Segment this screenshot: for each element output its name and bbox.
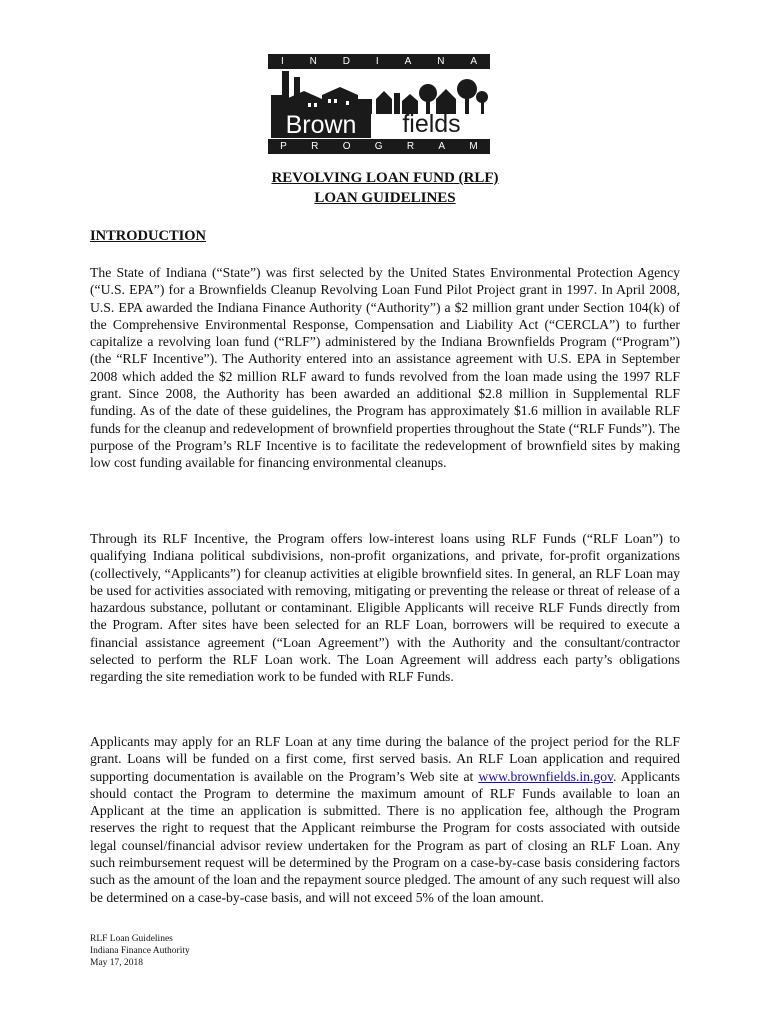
logo-letter: D — [342, 56, 351, 67]
logo-letter: I — [280, 56, 284, 67]
intro-paragraph-2: Through its RLF Incentive, the Program offers low-interest loans using RLF Funds (“RLF Loan”) to qualifying Indiana political subdivisions, non-profit organizations, and private, for-profit organizations (collectively, “Applicants”) for cleanup activities at eligible brownfield sites. In general, an RLF Loan may be used for activities associated with removing, mitigating or preventing the release or threat of release of a hazardous substance, pollutant or contaminant. Eligible Applicants will receive RLF Funds directly from the Program. After sites have been selected for an RLF Loan, borrowers will be required to execute a financial assistance agreement (“Loan Agreement”) with the Authority and the consultant/contractor selected to perform the RLF Loan work. The Loan Agreement will address each party’s obligations regarding the site remediation work to be funded with RLF Funds. — [90, 531, 680, 685]
footer-organization: Indiana Finance Authority — [90, 946, 190, 956]
logo-bottom-band — [268, 139, 490, 154]
document-title-line-1: REVOLVING LOAN FUND (RLF) — [271, 170, 499, 186]
logo-word-brown: Brown — [271, 112, 371, 138]
indiana-brownfields-logo — [268, 54, 490, 154]
logo-letter: P — [280, 141, 287, 152]
logo-letter: M — [469, 141, 478, 152]
footer-date: May 17, 2018 — [90, 958, 144, 968]
logo-letter: R — [406, 141, 415, 152]
logo-letter: O — [342, 141, 351, 152]
logo-letter: N — [309, 56, 317, 67]
page-footer — [90, 933, 190, 969]
brownfields-website-link[interactable]: www.brownfields.in.gov — [478, 768, 614, 784]
logo-letter: I — [375, 56, 379, 67]
logo-letter: R — [311, 141, 319, 152]
logo-letter: A — [404, 56, 412, 67]
logo-letter: N — [437, 56, 445, 67]
logo-letter: A — [470, 56, 477, 67]
factory-and-trees-icon — [268, 69, 490, 114]
logo-letter: G — [374, 141, 383, 152]
document-title-line-2: LOAN GUIDELINES — [314, 190, 456, 206]
footer-document-name: RLF Loan Guidelines — [90, 934, 173, 944]
logo-top-band — [268, 54, 490, 69]
paragraph-3-text-after: . Applicants should contact the Program to determine the maximum amount of RLF Funds available to loan an Applicant at the time an application is submitted. There is no application fee, although the Program reserves the right to request that the Applicant reimburse the Program for costs associated with outside legal counsel/financial advisor review undertaken for the Program as part of closing an RLF Loan. Any such reimbursement request will be determined by the Program on a case-by-case basis considering factors such as the amount of the loan and the repayment source pledged. The amount of any such request will also be determined on a case-by-case basis, and will not exceed 5% of the loan amount. — [90, 768, 681, 905]
intro-paragraph-3 — [90, 733, 680, 906]
logo-word-fields: fields — [402, 110, 461, 138]
logo-letter: A — [438, 141, 446, 152]
section-heading-introduction: INTRODUCTION — [90, 228, 207, 244]
intro-paragraph-1: The State of Indiana (“State”) was first selected by the United States Environmental Protection Agency (“U.S. EPA”) for a Brownfields Cleanup Revolving Loan Fund Pilot Project grant in 1997. In April 2008, U.S. EPA awarded the Indiana Finance Authority (“Authority”) a $2 million grant under Section 104(k) of the Comprehensive Environmental Response, Compensation and Liability Act (“CERCLA”) to further capitalize a revolving loan fund (“RLF”) administered by the Indiana Brownfields Program (“Program”) (the “RLF Incentive”). The Authority entered into an assistance agreement with U.S. EPA in September 2008 which added the $2 million RLF award to funds revolved from the loan made using the 1997 RLF grant. Since 2008, the Authority has been awarded an additional $2.8 million in Supplemental RLF funding. As of the date of these guidelines, the Program has approximately $1.6 million in available RLF funds for the cleanup and redevelopment of brownfield properties throughout the State (“RLF Funds”). The purpose of the Program’s RLF Incentive is to facilitate the redevelopment of brownfield sites by making low cost funding available for financing environmental cleanups. — [90, 265, 680, 471]
paragraph-3-text-before: Applicants may apply for an RLF Loan at any time during the balance of the project period for the RLF grant. Loans will be funded on a first come, first served basis. An RLF Loan application and required supporting documentation is available on the Program’s Web site at — [90, 734, 680, 784]
